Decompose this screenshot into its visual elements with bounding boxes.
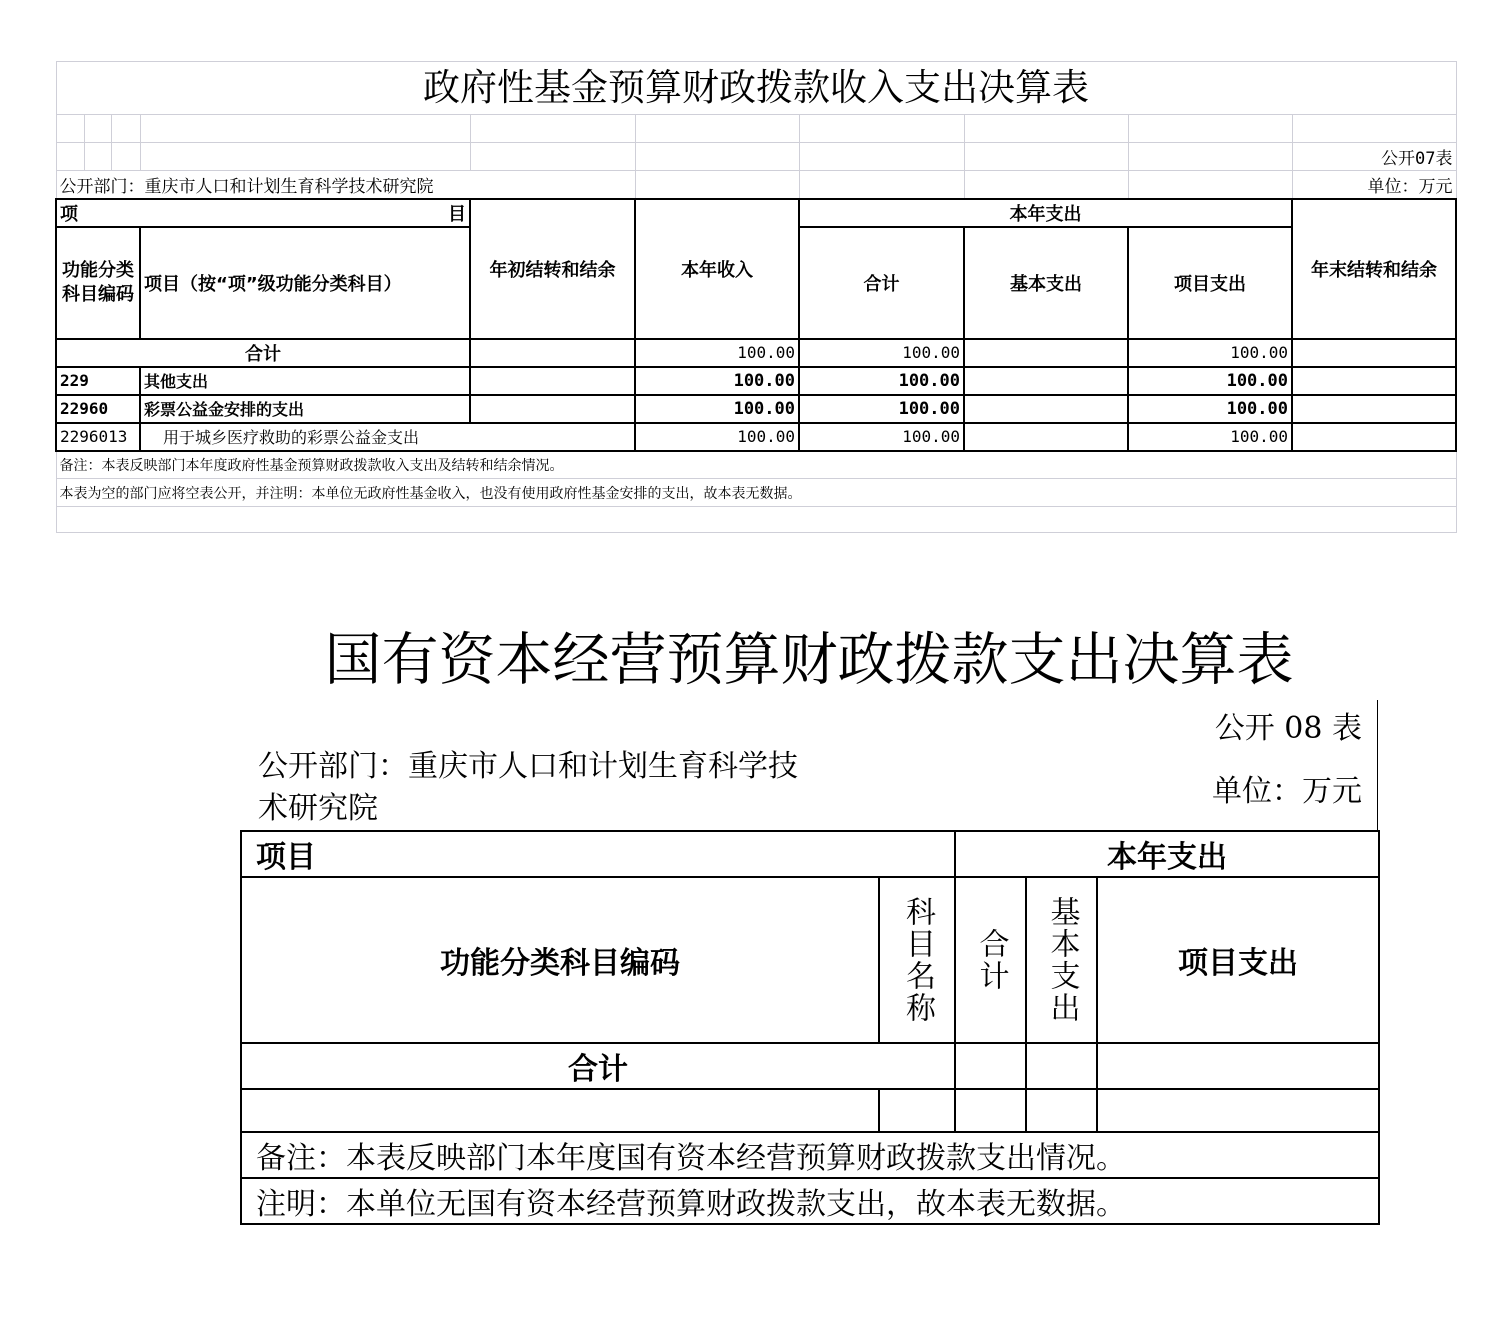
government-fund-table	[55, 61, 1457, 533]
header-name-col: 项目（按“项”级功能分类科目）	[140, 227, 470, 339]
row-total: 100.00	[799, 367, 964, 395]
t2-header-item: 项目	[241, 831, 955, 877]
table-row	[241, 1089, 1379, 1132]
table08-code: 公开 08 表	[1214, 711, 1362, 746]
table08-dept: 公开部门：重庆市人口和计划生育科学技术研究院	[258, 749, 798, 826]
t2-header-name-col: 科目名称	[879, 877, 955, 1043]
table08-note2: 注明：本单位无国有资本经营预算财政拨款支出，故本表无数据。	[241, 1178, 1379, 1224]
total-label: 合计	[56, 339, 470, 367]
row-name: 彩票公益金安排的支出	[140, 395, 470, 423]
table07-note2: 本表为空的部门应将空表公开，并注明：本单位无政府性基金收入，也没有使用政府性基金安排的支出，故本表无数据。	[56, 479, 1456, 507]
row-name: 用于城乡医疗救助的彩票公益金支出	[140, 423, 635, 451]
header-project: 项目支出	[1128, 227, 1292, 339]
state-capital-table	[240, 830, 1380, 1225]
row-income: 100.00	[635, 367, 799, 395]
t2-total-label: 合计	[241, 1043, 955, 1089]
table-row-total	[56, 339, 1456, 367]
row-code: 22960	[56, 395, 140, 423]
row-project: 100.00	[1128, 395, 1292, 423]
header-carry-end: 年末结转和结余	[1292, 199, 1456, 339]
table08-title: 国有资本经营预算财政拨款支出决算表	[324, 627, 1294, 693]
row-total: 100.00	[799, 423, 964, 451]
row-name: 其他支出	[140, 367, 470, 395]
row-code: 2296013	[56, 423, 140, 451]
table07-title: 政府性基金预算财政拨款收入支出决算表	[56, 62, 1456, 115]
table07-unit: 单位：万元	[1292, 171, 1456, 199]
header-code-col: 功能分类科目编码	[56, 227, 140, 339]
header-basic: 基本支出	[964, 227, 1128, 339]
header-total: 合计	[799, 227, 964, 339]
t2-header-basic: 基本支出	[1026, 877, 1097, 1043]
row-project: 100.00	[1128, 423, 1292, 451]
t2-header-expense-group: 本年支出	[955, 831, 1379, 877]
row-income: 100.00	[635, 395, 799, 423]
divider	[1377, 700, 1378, 830]
table07-dept: 公开部门：重庆市人口和计划生育科学技术研究院	[56, 171, 635, 199]
row-project: 100.00	[1128, 367, 1292, 395]
table-row	[56, 423, 1456, 451]
total-total: 100.00	[799, 339, 964, 367]
table07-note1: 备注：本表反映部门本年度政府性基金预算财政拨款收入支出及结转和结余情况。	[56, 451, 1456, 479]
header-item	[56, 199, 470, 227]
t2-header-code-col: 功能分类科目编码	[241, 877, 879, 1043]
t2-header-project: 项目支出	[1097, 877, 1379, 1043]
t2-header-total: 合计	[955, 877, 1026, 1043]
table08-meta	[240, 700, 1378, 830]
header-item-left: 项	[60, 203, 78, 225]
table08-unit: 单位：万元	[1212, 774, 1362, 809]
table08-note1: 备注：本表反映部门本年度国有资本经营预算财政拨款支出情况。	[241, 1132, 1379, 1178]
row-income: 100.00	[635, 423, 799, 451]
table-row	[56, 395, 1456, 423]
header-income: 本年收入	[635, 199, 799, 339]
row-code: 229	[56, 367, 140, 395]
row-total: 100.00	[799, 395, 964, 423]
header-item-right: 目	[448, 203, 466, 225]
table-row	[56, 367, 1456, 395]
header-expense-group: 本年支出	[799, 199, 1292, 227]
total-income: 100.00	[635, 339, 799, 367]
header-carry-begin: 年初结转和结余	[470, 199, 635, 339]
table-row-total	[241, 1043, 1379, 1089]
table07-code: 公开07表	[1292, 143, 1456, 171]
total-project: 100.00	[1128, 339, 1292, 367]
